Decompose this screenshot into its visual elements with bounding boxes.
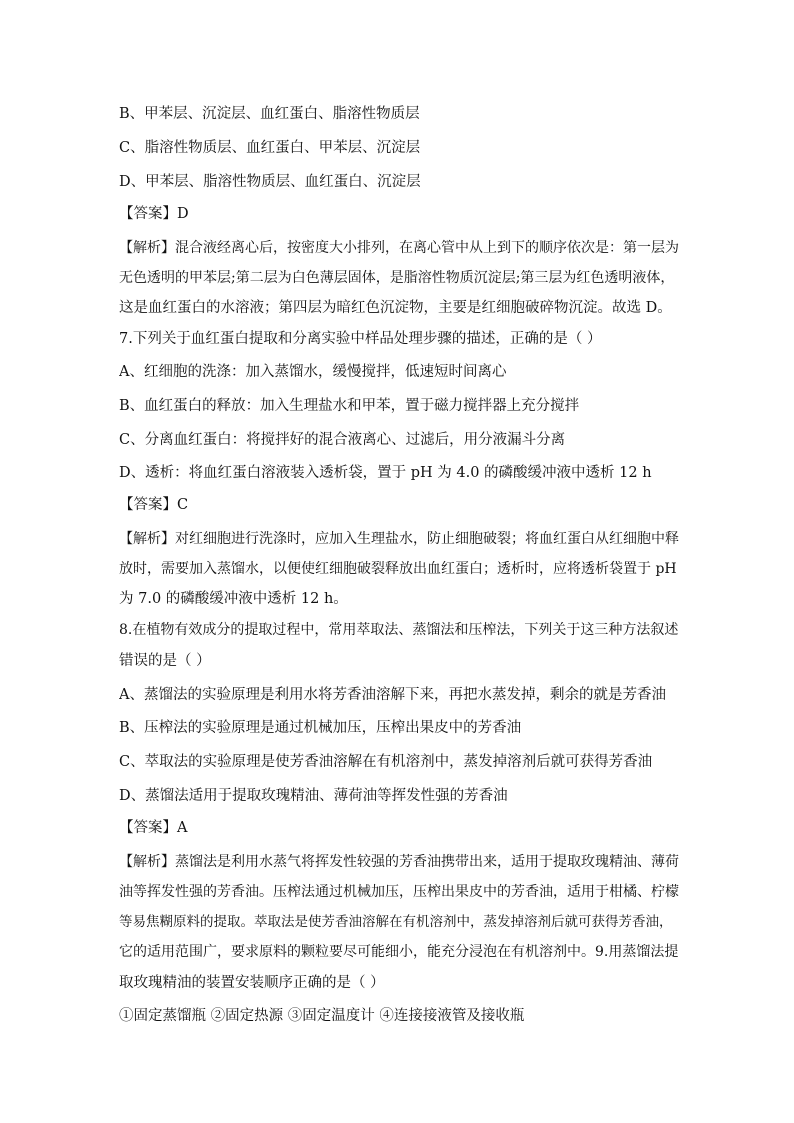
option-6b: B、甲苯层、沉淀层、血红蛋白、脂溶性物质层	[119, 106, 420, 122]
explanation-7-line-1: 【解析】对红细胞进行洗涤时，应加入生理盐水，防止细胞破裂；将血红蛋白从红细胞中释	[119, 531, 679, 547]
explanation-8-line-1: 【解析】蒸馏法是利用水蒸气将挥发性较强的芳香油携带出来，适用于提取玫瑰精油、薄荷	[119, 854, 679, 870]
option-6c: C、脂溶性物质层、血红蛋白、甲苯层、沉淀层	[119, 140, 421, 156]
question-8-line-2: 错误的是（ ）	[119, 653, 211, 669]
explanation-8-line-4: 它的适用范围广，要求原料的颗粒要尽可能细小，能充分浸泡在有机溶剂中。9.用蒸馏法提	[119, 944, 679, 960]
explanation-6-line-3: 这是血红蛋白的水溶液；第四层为暗红色沉淀物，主要是红细胞破碎物沉淀。故选 D。	[119, 300, 672, 316]
question-7: 7.下列关于血红蛋白提取和分离实验中样品处理步骤的描述，正确的是（ ）	[119, 331, 602, 347]
option-8b: B、压榨法的实验原理是通过机械加压，压榨出果皮中的芳香油	[119, 720, 522, 736]
question-8-line-1: 8.在植物有效成分的提取过程中，常用萃取法、蒸馏法和压榨法，下列关于这三种方法叙述	[119, 622, 679, 638]
question-9-steps: ①固定蒸馏瓶 ②固定热源 ③固定温度计 ④连接接液管及接收瓶	[119, 1008, 525, 1024]
option-7c: C、分离血红蛋白：将搅拌好的混合液离心、过滤后，用分液漏斗分离	[119, 432, 566, 448]
option-8a: A、蒸馏法的实验原理是利用水将芳香油溶解下来，再把水蒸发掉，剩余的就是芳香油	[119, 687, 666, 703]
explanation-6-line-1: 【解析】混合液经离心后，按密度大小排列，在离心管中从上到下的顺序依次是：第一层为	[119, 240, 679, 256]
option-7a: A、红细胞的洗涤：加入蒸馏水，缓慢搅拌，低速短时间离心	[119, 364, 507, 380]
option-8c: C、萃取法的实验原理是使芳香油溶解在有机溶剂中，蒸发掉溶剂后就可获得芳香油	[119, 754, 653, 770]
question-9: 取玫瑰精油的装置安装顺序正确的是（ ）	[119, 975, 385, 991]
option-7b: B、血红蛋白的释放：加入生理盐水和甲苯，置于磁力搅拌器上充分搅拌	[119, 398, 580, 414]
option-8d: D、蒸馏法适用于提取玫瑰精油、薄荷油等挥发性强的芳香油	[119, 788, 508, 804]
explanation-8-line-3: 等易焦糊原料的提取。萃取法是使芳香油溶解在有机溶剂中，蒸发掉溶剂后就可获得芳香油，	[119, 914, 673, 930]
answer-8: 【答案】A	[119, 820, 188, 836]
option-7d: D、透析：将血红蛋白溶液装入透析袋，置于 pH 为 4.0 的磷酸缓冲液中透析 12 h	[119, 465, 652, 481]
answer-7: 【答案】C	[119, 497, 189, 513]
explanation-8-line-2: 油等挥发性强的芳香油。压榨法通过机械加压，压榨出果皮中的芳香油，适用于柑橘、柠檬	[119, 884, 679, 900]
explanation-7-line-2: 放时，需要加入蒸馏水，以便使红细胞破裂释放出血红蛋白；透析时，应将透析袋置于 pH	[119, 561, 677, 577]
answer-6: 【答案】D	[119, 206, 189, 222]
option-6d: D、甲苯层、脂溶性物质层、血红蛋白、沉淀层	[119, 174, 421, 190]
explanation-7-line-3: 为 7.0 的磷酸缓冲液中透析 12 h。	[119, 591, 348, 607]
explanation-6-line-2: 无色透明的甲苯层;第二层为白色薄层固体，是脂溶性物质沉淀层;第三层为红色透明液体，	[119, 270, 675, 286]
